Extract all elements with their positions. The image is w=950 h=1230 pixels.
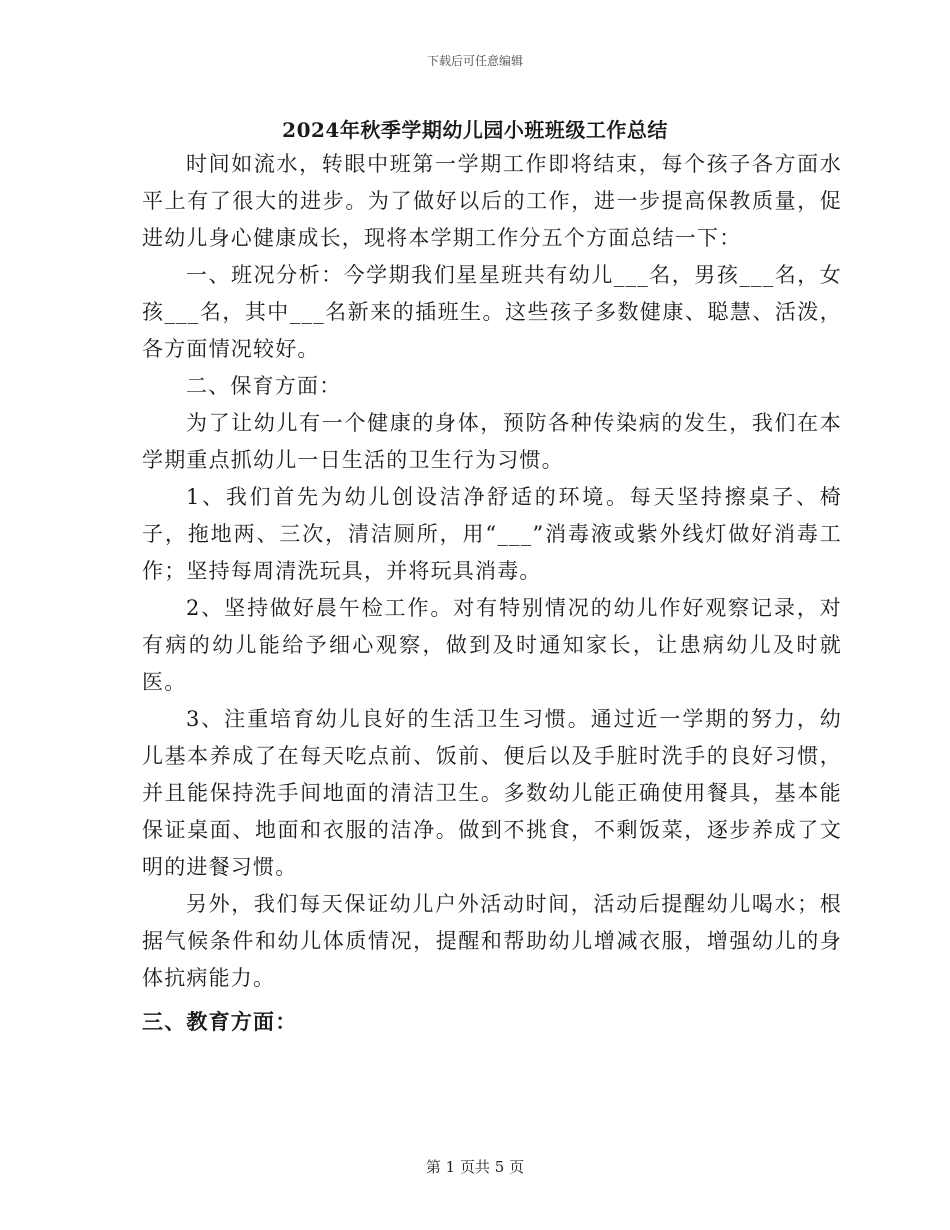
paragraph-item-1: 1、我们首先为幼儿创设洁净舒适的环境。每天坚持擦桌子、椅子，拖地两、三次，清洁厕所，用“___”消毒液或紫外线灯做好消毒工作；坚持每周清洗玩具，并将玩具消毒。: [142, 485, 842, 583]
paragraph-item-3: 3、注重培育幼儿良好的生活卫生习惯。通过近一学期的努力，幼儿基本养成了在每天吃点前、饭前、便后以及手脏时洗手的良好习惯，并且能保持洗手间地面的清洁卫生。多数幼儿能正确使用餐具，基本能保证桌面、地面和衣服的洁净。做到不挑食，不剩饭菜，逐步养成了文明的进餐习惯。: [142, 707, 842, 879]
paragraph-intro: 时间如流水，转眼中班第一学期工作即将结束，每个孩子各方面水平上有了很大的进步。为了做好以后的工作，进一步提高保教质量，促进幼儿身心健康成长，现将本学期工作分五个方面总结一下：: [142, 152, 842, 250]
paragraph-additional: 另外，我们每天保证幼儿户外活动时间，活动后提醒幼儿喝水；根据气候条件和幼儿体质情况，提醒和帮助幼儿增减衣服，增强幼儿的身体抗病能力。: [142, 892, 842, 990]
document-body: [142, 146, 842, 1040]
paragraph-care-intro: 为了让幼儿有一个健康的身体，预防各种传染病的发生，我们在本学期重点抓幼儿一日生活的卫生行为习惯。: [142, 411, 842, 472]
page-footer: 第 1 页共 5 页: [425, 1158, 525, 1176]
header-note: 下载后可任意编辑: [426, 54, 523, 68]
section-heading-education: 三、教育方面：: [142, 1009, 298, 1034]
document-title: 2024年秋季学期幼儿园小班班级工作总结: [282, 118, 668, 142]
paragraph-care-heading: 二、保育方面：: [186, 374, 342, 398]
paragraph-class-analysis: 一、班况分析：今学期我们星星班共有幼儿___名，男孩___名，女孩___名，其中___名新来的插班生。这些孩子多数健康、聪慧、活泼，各方面情况较好。: [142, 263, 842, 361]
paragraph-item-2: 2、坚持做好晨午检工作。对有特别情况的幼儿作好观察记录，对有病的幼儿能给予细心观察，做到及时通知家长，让患病幼儿及时就医。: [142, 596, 842, 694]
